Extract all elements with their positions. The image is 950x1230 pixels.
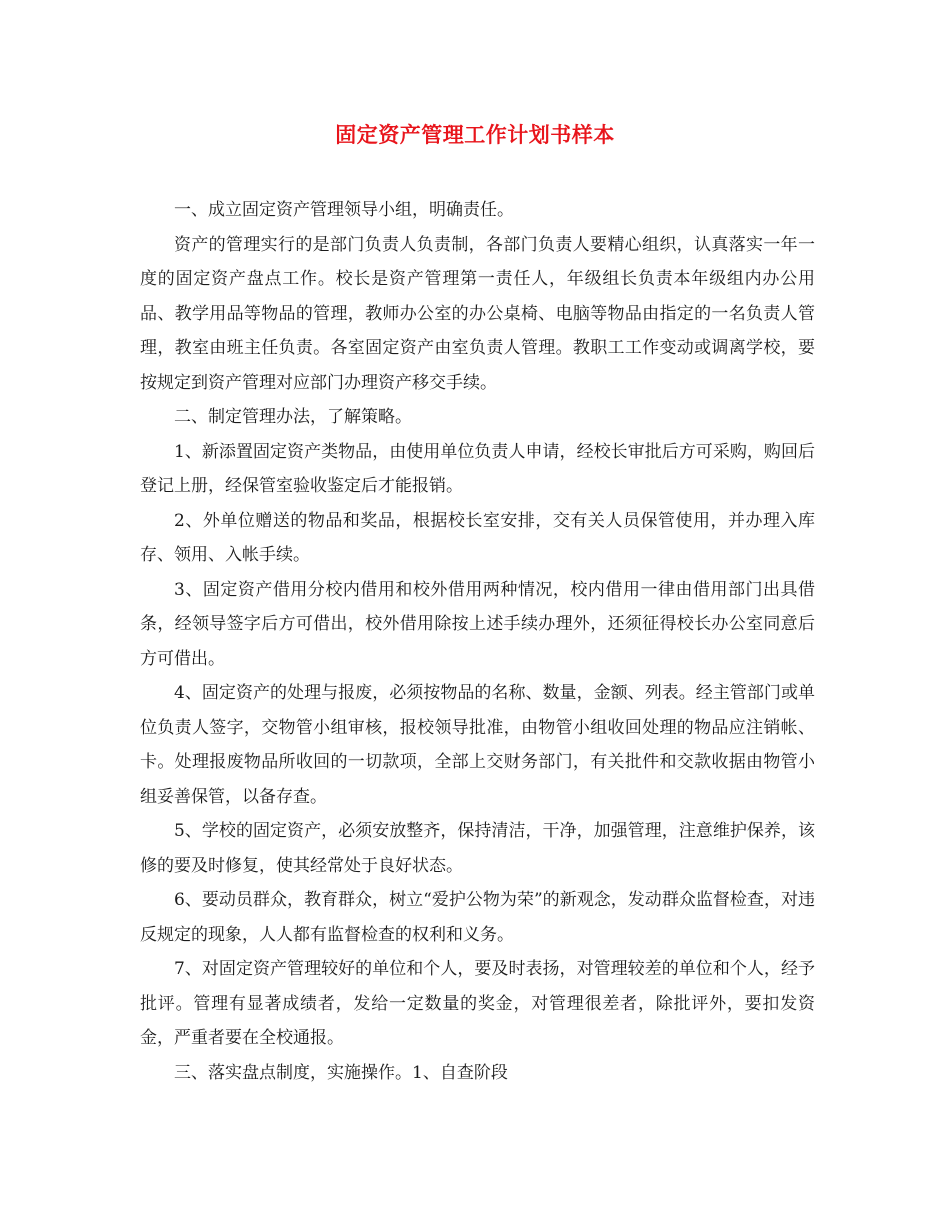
list-item-7: 7、对固定资产管理较好的单位和个人，要及时表扬，对管理较差的单位和个人，经予批评。管理有显著成绩者，发给一定数量的奖金，对管理很差者，除批评外，要扣发资金，严重者要在全校通报。 xyxy=(140,959,815,1048)
list-item-2: 2、外单位赠送的物品和奖品，根据校长室安排，交有关人员保管使用，并办理入库存、领用、入帐手续。 xyxy=(140,510,815,565)
list-item-4: 4、固定资产的处理与报废，必须按物品的名称、数量，金额、列表。经主管部门或单位负责人签字，交物管小组审核，报校领导批准，由物管小组收回处理的物品应注销帐、卡。处理报废物品所收回的一切款项，全部上交财务部门，有关批件和交款收据由物管小组妥善保管，以备存查。 xyxy=(140,683,815,807)
list-item-5: 5、学校的固定资产，必须安放整齐，保持清洁，干净，加强管理，注意维护保养，该修的要及时修复，使其经常处于良好状态。 xyxy=(140,821,815,876)
section-heading-3: 三、落实盘点制度，实施操作。1、自查阶段 xyxy=(174,1062,508,1083)
list-item-1: 1、新添置固定资产类物品，由使用单位负责人申请，经校长审批后方可采购，购回后登记上册，经保管室验收鉴定后才能报销。 xyxy=(140,441,815,496)
section-heading-2: 二、制定管理办法，了解策略。 xyxy=(174,407,412,427)
section-heading-1: 一、成立固定资产管理领导小组，明确责任。 xyxy=(174,200,514,220)
document-title: 固定资产管理工作计划书样本 xyxy=(335,122,615,147)
list-item-3: 3、固定资产借用分校内借用和校外借用两种情况，校内借用一律由借用部门出具借条，经领导签字后方可借出，校外借用除按上述手续办理外，还须征得校长办公室同意后方可借出。 xyxy=(140,579,815,669)
document-body xyxy=(140,193,815,1090)
list-item-6: 6、要动员群众，教育群众，树立“爱护公物为荣”的新观念，发动群众监督检查，对违反规定的现象，人人都有监督检查的权利和义务。 xyxy=(140,890,815,945)
body-paragraph: 资产的管理实行的是部门负责人负责制，各部门负责人要精心组织，认真落实一年一度的固定资产盘点工作。校长是资产管理第一责任人，年级组长负责本年级组内办公用品、教学用品等物品的管理，教师办公室的办公桌椅、电脑等物品由指定的一名负责人管理，教室由班主任负责。各室固定资产由室负责人管理。教职工工作变动或调离学校，要按规定到资产管理对应部门办理资产移交手续。 xyxy=(140,234,815,393)
